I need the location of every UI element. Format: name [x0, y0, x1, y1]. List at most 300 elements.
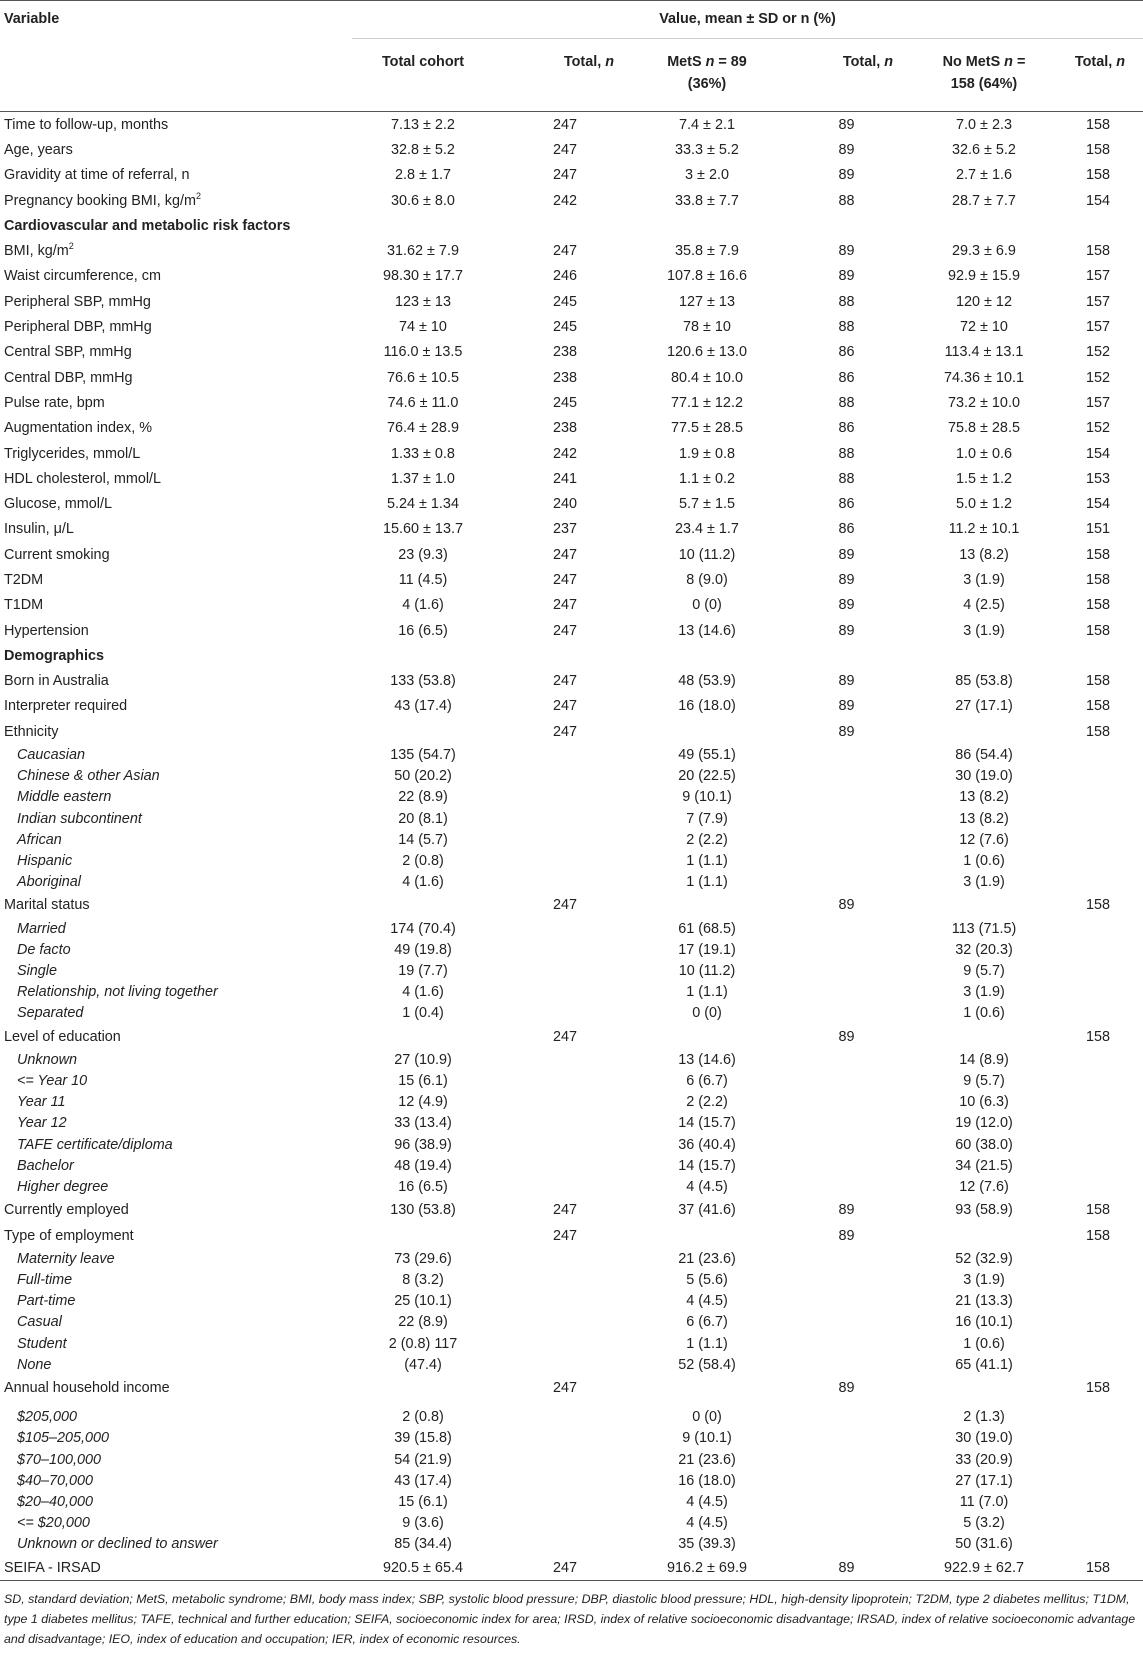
- no-mets-cell: 13 (8.2): [959, 789, 1009, 806]
- total-n-cell: [494, 808, 636, 829]
- table-row: [0, 669, 1143, 694]
- no-mets-cell: 1 (0.6): [963, 852, 1005, 869]
- total-n-cell: [494, 1049, 636, 1070]
- no-mets-n-cell: [1053, 918, 1143, 939]
- no-mets-cell: 13 (8.2): [959, 546, 1009, 563]
- total-cohort-cell: 48 (19.4): [394, 1157, 452, 1174]
- mets-cell: 916.2 ± 69.9: [636, 1555, 778, 1581]
- mets-cell: [636, 893, 778, 918]
- total-n-cell: 245: [552, 319, 577, 336]
- no-mets-cell: 3 (1.9): [963, 984, 1005, 1001]
- no-mets-cell: 29.3 ± 6.9: [952, 243, 1016, 260]
- row-label-text: Pulse rate, bpm: [4, 394, 105, 411]
- mets-n-cell: 89: [838, 571, 855, 588]
- total-n-cell: [494, 1113, 636, 1134]
- row-label-text: Unknown: [17, 1051, 77, 1068]
- no-mets-cell: [915, 1024, 1053, 1049]
- sub-row: [0, 850, 1143, 871]
- row-label-text: Chinese & other Asian: [17, 768, 160, 785]
- sub-row: [0, 1449, 1143, 1470]
- row-label: [0, 390, 352, 415]
- total-n-cell: [494, 1428, 636, 1449]
- total-n-cell: 247: [552, 1028, 577, 1045]
- mets-cell: 4 (4.5): [686, 1178, 728, 1195]
- mets-n-cell: 88: [838, 394, 855, 411]
- no-mets-n-cell: [1053, 1113, 1143, 1134]
- no-mets-n-cell: [1053, 1269, 1143, 1290]
- total-n-cell: [494, 1333, 636, 1354]
- table-row: [0, 112, 1143, 138]
- total-n-cell: 245: [552, 394, 577, 411]
- mets-n-cell: [778, 829, 915, 850]
- mets-n-cell: [778, 1155, 915, 1176]
- variable-header-spacer: [0, 39, 352, 112]
- mets-cell: [636, 1223, 778, 1248]
- total-cohort-cell: 43 (17.4): [394, 1472, 452, 1489]
- sub-row: [0, 1491, 1143, 1512]
- no-mets-n-cell: [1053, 1333, 1143, 1354]
- mets-cell: 4 (4.5): [686, 1293, 728, 1310]
- row-label: [0, 1024, 352, 1049]
- mets-n-cell: [778, 960, 915, 981]
- no-mets-n-cell: [1053, 872, 1143, 893]
- no-mets-n-cell: [1053, 1155, 1143, 1176]
- no-mets-cell: 32.6 ± 5.2: [952, 141, 1016, 158]
- no-mets-n-cell: 158: [1086, 243, 1111, 260]
- col-header-total-n-3: Total, n: [1053, 39, 1143, 112]
- total-cohort-cell: 7.13 ± 2.2: [391, 116, 455, 133]
- mets-cell: 20 (22.5): [678, 768, 736, 785]
- no-mets-n-cell: 151: [1086, 521, 1111, 538]
- total-cohort-cell: 32.8 ± 5.2: [391, 141, 455, 158]
- mets-cell: 1 (1.1): [686, 852, 728, 869]
- col-header-mets: MetS n = 89 (36%): [636, 39, 778, 112]
- row-label-text: Level of education: [4, 1028, 121, 1045]
- no-mets-n-cell: 152: [1086, 344, 1111, 361]
- no-mets-n-cell: [1053, 1312, 1143, 1333]
- row-label: [0, 238, 352, 263]
- row-label-text: Current smoking: [4, 546, 110, 563]
- mets-cell: 127 ± 13: [679, 293, 735, 310]
- total-cohort-cell: 43 (17.4): [394, 698, 452, 715]
- mets-cell: 21 (23.6): [678, 1451, 736, 1468]
- no-mets-cell: [915, 893, 1053, 918]
- mets-n-cell: 89: [838, 698, 855, 715]
- row-label-text: Cardiovascular and metabolic risk factors: [4, 217, 291, 234]
- row-label: [0, 1003, 352, 1024]
- no-mets-n-cell: 158: [1086, 1202, 1111, 1219]
- total-cohort-cell: 130 (53.8): [390, 1202, 456, 1219]
- mets-cell: 0 (0): [692, 1409, 722, 1426]
- total-n-cell: 247: [552, 897, 577, 914]
- mets-cell: 5.7 ± 1.5: [679, 496, 735, 513]
- no-mets-cell: [915, 1375, 1053, 1400]
- total-cohort-cell: [352, 719, 494, 744]
- no-mets-cell: 1.0 ± 0.6: [956, 445, 1012, 462]
- mets-n-cell: [778, 766, 915, 787]
- no-mets-cell: 1 (0.6): [963, 1335, 1005, 1352]
- mets-cell: 2 (2.2): [686, 831, 728, 848]
- no-mets-n-cell: [1053, 1003, 1143, 1024]
- no-mets-cell: 120 ± 12: [956, 293, 1012, 310]
- section-label: [0, 643, 352, 668]
- total-n-cell: 238: [552, 420, 577, 437]
- total-n-cell: 241: [552, 470, 577, 487]
- no-mets-n-cell: 158: [1086, 1227, 1111, 1244]
- no-mets-cell: 30 (19.0): [955, 1430, 1013, 1447]
- total-n-cell: [494, 1312, 636, 1333]
- row-label-text: Indian subcontinent: [17, 810, 142, 827]
- row-label-text: Year 12: [17, 1115, 67, 1132]
- row-label: [0, 542, 352, 567]
- total-cohort-cell: 4 (1.6): [402, 874, 444, 891]
- no-mets-cell: 65 (41.1): [955, 1356, 1013, 1373]
- sub-row: [0, 1134, 1143, 1155]
- row-label-text: Part-time: [17, 1293, 76, 1310]
- total-cohort-cell: 96 (38.9): [394, 1136, 452, 1153]
- table-row: [0, 1198, 1143, 1223]
- no-mets-n-cell: [1053, 982, 1143, 1003]
- total-n-cell: [494, 1449, 636, 1470]
- no-mets-n-cell: 158: [1053, 1555, 1143, 1581]
- row-label-text: Triglycerides, mmol/L: [4, 445, 141, 462]
- total-n-cell: 237: [552, 521, 577, 538]
- row-label-text: Born in Australia: [4, 673, 109, 690]
- mets-cell: 14 (15.7): [678, 1157, 736, 1174]
- row-label: [0, 567, 352, 592]
- mets-n-cell: [778, 1354, 915, 1375]
- mets-cell: 6 (6.7): [686, 1314, 728, 1331]
- row-label: [0, 416, 352, 441]
- table-row: [0, 567, 1143, 592]
- mets-n-cell: 88: [838, 293, 855, 310]
- no-mets-n-cell: [1053, 1449, 1143, 1470]
- mets-n-cell: [778, 1333, 915, 1354]
- empty-cell: [494, 213, 636, 238]
- no-mets-cell: 74.36 ± 10.1: [944, 369, 1024, 386]
- total-n-cell: [494, 1155, 636, 1176]
- no-mets-cell: 2.7 ± 1.6: [956, 167, 1012, 184]
- row-label-text: Glucose, mmol/L: [4, 496, 112, 513]
- total-cohort-cell: [352, 1375, 494, 1400]
- row-label: [0, 829, 352, 850]
- no-mets-cell: 27 (17.1): [955, 1472, 1013, 1489]
- no-mets-cell: 60 (38.0): [955, 1136, 1013, 1153]
- total-cohort-cell: 15 (6.1): [398, 1493, 448, 1510]
- mets-n-cell: [778, 872, 915, 893]
- sub-row: [0, 1176, 1143, 1197]
- mets-cell: 1.1 ± 0.2: [679, 470, 735, 487]
- sub-row: [0, 1269, 1143, 1290]
- no-mets-n-cell: 154: [1086, 192, 1111, 209]
- total-cohort-cell: 74 ± 10: [399, 319, 447, 336]
- row-label: [0, 1555, 352, 1581]
- col-header-total-cohort: Total cohort: [352, 39, 494, 112]
- row-label: [0, 618, 352, 643]
- total-cohort-cell: 14 (5.7): [398, 831, 448, 848]
- sub-row: [0, 982, 1143, 1003]
- total-n-cell: 245: [552, 293, 577, 310]
- total-n-cell: [494, 766, 636, 787]
- sub-row: [0, 1049, 1143, 1070]
- row-label-text: Pregnancy booking BMI, kg/m: [4, 192, 196, 209]
- table-row: [0, 618, 1143, 643]
- mets-n-cell: 89: [838, 597, 855, 614]
- mets-n-cell: 88: [838, 470, 855, 487]
- table-row: [0, 893, 1143, 918]
- sub-row: [0, 1155, 1143, 1176]
- mets-n-cell: 89: [838, 673, 855, 690]
- mets-cell: 10 (11.2): [678, 546, 736, 563]
- total-n-cell: [494, 1470, 636, 1491]
- row-label-text: Interpreter required: [4, 698, 128, 715]
- mets-cell: 4 (4.5): [686, 1515, 728, 1532]
- total-cohort-cell: 15 (6.1): [398, 1073, 448, 1090]
- col-header-no-mets: No MetS n = 158 (64%): [915, 39, 1053, 112]
- table-row: [0, 491, 1143, 516]
- row-label: [0, 264, 352, 289]
- row-label: [0, 517, 352, 542]
- row-label: [0, 669, 352, 694]
- no-mets-cell: 11 (7.0): [959, 1493, 1009, 1510]
- row-label: [0, 850, 352, 871]
- row-label-text: Currently employed: [4, 1202, 129, 1219]
- row-label-text: Hispanic: [17, 852, 73, 869]
- total-cohort-cell: 73 (29.6): [394, 1250, 452, 1267]
- total-n-cell: 247: [552, 723, 577, 740]
- superscript: 2: [68, 241, 74, 252]
- mets-cell: [636, 719, 778, 744]
- sub-row: [0, 1513, 1143, 1534]
- mets-cell: 77.1 ± 12.2: [671, 394, 743, 411]
- total-n-cell: [494, 787, 636, 808]
- table-row: [0, 314, 1143, 339]
- row-label: [0, 1470, 352, 1491]
- sub-row: [0, 766, 1143, 787]
- sub-row: [0, 787, 1143, 808]
- mets-cell: 3 ± 2.0: [685, 167, 729, 184]
- total-n-cell: [494, 1354, 636, 1375]
- row-label: [0, 787, 352, 808]
- no-mets-n-cell: [1053, 1491, 1143, 1512]
- table-row: [0, 416, 1143, 441]
- no-mets-n-cell: 158: [1086, 698, 1111, 715]
- row-label-text: Middle eastern: [17, 789, 112, 806]
- mets-n-cell: [778, 1312, 915, 1333]
- row-label: [0, 491, 352, 516]
- total-n-cell: 247: [552, 1227, 577, 1244]
- no-mets-cell: [915, 1223, 1053, 1248]
- mets-n-cell: 89: [838, 546, 855, 563]
- row-label: [0, 188, 352, 213]
- sub-row: [0, 960, 1143, 981]
- row-label-text: Marital status: [4, 897, 90, 914]
- empty-cell: [636, 213, 778, 238]
- total-cohort-cell: 98.30 ± 17.7: [383, 268, 463, 285]
- row-label-text: Married: [17, 920, 66, 937]
- mets-n-cell: [778, 1513, 915, 1534]
- mets-n-cell: 88: [838, 192, 855, 209]
- sub-row: [0, 744, 1143, 765]
- row-label-text: Caucasian: [17, 747, 85, 764]
- total-cohort-cell: 16 (6.5): [398, 1178, 448, 1195]
- row-label-text: Hypertension: [4, 622, 89, 639]
- no-mets-n-cell: [1053, 850, 1143, 871]
- mets-cell: 10 (11.2): [678, 963, 736, 979]
- sub-row: [0, 918, 1143, 939]
- no-mets-n-cell: 153: [1086, 470, 1111, 487]
- empty-cell: [494, 643, 636, 668]
- no-mets-cell: 27 (17.1): [955, 698, 1013, 715]
- total-n-cell: 247: [552, 673, 577, 690]
- row-label-text: Casual: [17, 1314, 62, 1331]
- row-label-text: None: [17, 1356, 52, 1373]
- total-cohort-cell: 19 (7.7): [398, 963, 448, 979]
- mets-cell: [636, 1375, 778, 1400]
- row-label-text: Insulin, μ/L: [4, 521, 74, 538]
- mets-cell: 13 (14.6): [678, 622, 736, 639]
- sub-row: [0, 1312, 1143, 1333]
- no-mets-n-cell: 157: [1086, 394, 1111, 411]
- total-cohort-cell: 11 (4.5): [398, 571, 448, 588]
- total-cohort-cell: 30.6 ± 8.0: [391, 192, 455, 209]
- row-label-text: Separated: [17, 1005, 84, 1022]
- total-cohort-cell: 2 (0.8) 117: [388, 1335, 458, 1352]
- mets-cell: 0 (0): [692, 597, 722, 614]
- no-mets-n-cell: [1053, 744, 1143, 765]
- total-n-cell: 246: [552, 268, 577, 285]
- row-label-text: $105–205,000: [17, 1430, 110, 1447]
- no-mets-cell: [915, 719, 1053, 744]
- sub-row: [0, 939, 1143, 960]
- total-n-cell: 242: [552, 192, 577, 209]
- mets-cell: 14 (15.7): [678, 1115, 736, 1132]
- table-row: [0, 719, 1143, 744]
- sub-row: [0, 1092, 1143, 1113]
- no-mets-cell: 85 (53.8): [955, 673, 1013, 690]
- no-mets-n-cell: [1053, 1070, 1143, 1091]
- no-mets-n-cell: 158: [1086, 1379, 1111, 1396]
- variable-header: Variable: [0, 1, 352, 39]
- row-label-text: Annual household income: [4, 1379, 170, 1396]
- value-span-header: Value, mean ± SD or n (%): [352, 1, 1143, 39]
- sub-row: [0, 1113, 1143, 1134]
- row-label: [0, 314, 352, 339]
- sub-row: [0, 872, 1143, 893]
- row-label: [0, 1312, 352, 1333]
- no-mets-n-cell: 158: [1086, 597, 1111, 614]
- mets-cell: 2 (2.2): [686, 1094, 728, 1111]
- total-n-cell: [494, 1269, 636, 1290]
- row-label-text: Ethnicity: [4, 723, 59, 740]
- row-label: [0, 1291, 352, 1312]
- total-cohort-cell: 174 (70.4): [390, 920, 456, 937]
- row-label: [0, 1176, 352, 1197]
- no-mets-cell: 28.7 ± 7.7: [952, 192, 1016, 209]
- empty-cell: [1053, 213, 1143, 238]
- total-cohort-cell: 4 (1.6): [402, 984, 444, 1001]
- table-row: [0, 137, 1143, 162]
- total-cohort-cell: 27 (10.9): [394, 1051, 452, 1068]
- sub-row: [0, 1428, 1143, 1449]
- mets-cell: 35 (39.3): [678, 1536, 736, 1553]
- total-cohort-cell: 2 (0.8): [402, 852, 444, 869]
- no-mets-n-cell: 158: [1086, 673, 1111, 690]
- row-label-text: BMI, kg/m: [4, 243, 69, 260]
- mets-cell: 9 (10.1): [682, 789, 732, 806]
- total-cohort-cell: 135 (54.7): [390, 747, 456, 764]
- mets-cell: 16 (18.0): [678, 1472, 736, 1489]
- row-label: [0, 918, 352, 939]
- no-mets-n-cell: 158: [1086, 622, 1111, 639]
- row-label: [0, 1198, 352, 1223]
- no-mets-n-cell: 157: [1086, 268, 1111, 285]
- no-mets-cell: 3 (1.9): [963, 622, 1005, 639]
- no-mets-n-cell: [1053, 766, 1143, 787]
- total-n-cell: [494, 1176, 636, 1197]
- no-mets-cell: 16 (10.1): [955, 1314, 1013, 1331]
- total-cohort-cell: 9 (3.6): [402, 1515, 444, 1532]
- no-mets-cell: 19 (12.0): [955, 1115, 1013, 1132]
- row-label-text: De facto: [17, 941, 71, 958]
- row-label-text: Gravidity at time of referral, n: [4, 167, 190, 184]
- total-cohort-cell: 1.33 ± 0.8: [391, 445, 455, 462]
- sub-row: [0, 1534, 1143, 1555]
- mets-n-cell: 86: [838, 369, 855, 386]
- total-cohort-cell: 22 (8.9): [398, 1314, 448, 1331]
- total-cohort-cell: 50 (20.2): [394, 768, 452, 785]
- row-label-text: Demographics: [4, 647, 104, 664]
- mets-cell: 61 (68.5): [678, 920, 736, 937]
- mets-cell: 33.8 ± 7.7: [675, 192, 739, 209]
- no-mets-n-cell: [1053, 1248, 1143, 1269]
- mets-cell: 0 (0): [692, 1005, 722, 1022]
- row-label: [0, 766, 352, 787]
- mets-n-cell: [778, 1449, 915, 1470]
- no-mets-cell: 34 (21.5): [955, 1157, 1013, 1174]
- row-label: [0, 1449, 352, 1470]
- total-cohort-cell: 4 (1.6): [402, 597, 444, 614]
- total-cohort-cell: 15.60 ± 13.7: [383, 521, 463, 538]
- section-label: [0, 213, 352, 238]
- mets-cell: 49 (55.1): [678, 747, 736, 764]
- row-label-text: $70–100,000: [17, 1451, 102, 1468]
- empty-cell: [1053, 643, 1143, 668]
- no-mets-n-cell: 158: [1086, 897, 1111, 914]
- total-cohort-cell: 1 (0.4): [402, 1005, 444, 1022]
- table-row: [0, 365, 1143, 390]
- mets-n-cell: [778, 1248, 915, 1269]
- col-header-total-n-2: Total, n: [778, 39, 915, 112]
- row-label-text: Peripheral SBP, mmHg: [4, 293, 151, 310]
- row-label: [0, 1401, 352, 1428]
- total-cohort-cell: 1.37 ± 1.0: [391, 470, 455, 487]
- row-label-text: African: [17, 831, 62, 848]
- total-cohort-cell: 2 (0.8): [402, 1409, 444, 1426]
- no-mets-cell: 5 (3.2): [963, 1515, 1005, 1532]
- row-label: [0, 808, 352, 829]
- section-header-row: [0, 213, 1143, 238]
- no-mets-cell: 5.0 ± 1.2: [956, 496, 1012, 513]
- total-n-cell: 247: [494, 1555, 636, 1581]
- total-cohort-cell: 76.4 ± 28.9: [387, 420, 459, 437]
- mets-n-cell: [778, 808, 915, 829]
- row-label: [0, 1155, 352, 1176]
- mets-cell: 1 (1.1): [686, 874, 728, 891]
- no-mets-cell: 33 (20.9): [955, 1451, 1013, 1468]
- total-cohort-cell: 920.5 ± 65.4: [352, 1555, 494, 1581]
- mets-cell: [636, 1024, 778, 1049]
